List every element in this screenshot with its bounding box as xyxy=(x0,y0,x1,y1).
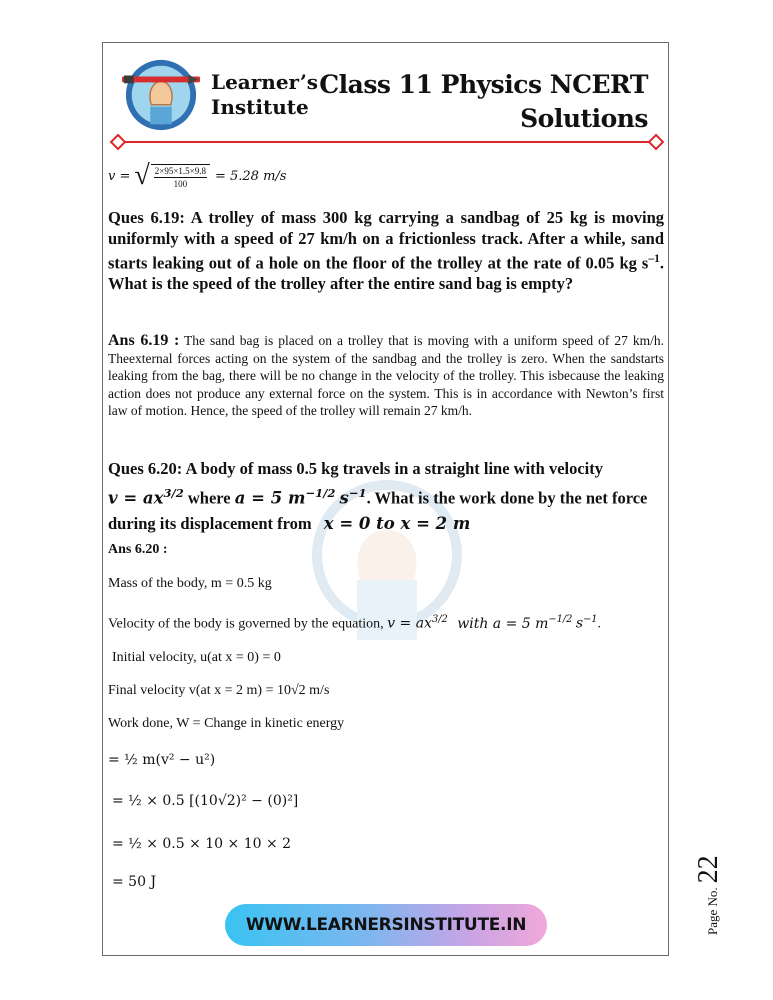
question-text-a: A trolley of mass 300 kg carrying a sandbag of 25 kg is moving uniformly with a speed of 27 km/h on a frictionless track. After a while, sand starts leaking out of a hole on the floor of the trolley at the rate of 0.05 kg s xyxy=(108,208,665,273)
formula-denominator: 100 xyxy=(173,178,188,189)
velocity-line-tail-exp: −1 xyxy=(583,614,598,625)
question-text-a: A body of mass 0.5 kg travels in a straight line with velocity xyxy=(185,459,604,478)
velocity-line-eq: v = ax xyxy=(387,615,432,632)
question-text-b: . What is the speed of the trolley after the entire sand bag is empty? xyxy=(108,253,664,293)
title-line-1: Class 11 Physics NCERT xyxy=(319,70,648,99)
answer-label: Ans 6.19 : xyxy=(108,332,180,349)
velocity-line-tail: s xyxy=(575,615,584,632)
brand-line-1: Learner’s xyxy=(211,70,319,94)
where-word: where xyxy=(187,488,231,508)
velocity-line-with: with a = 5 m xyxy=(457,615,549,632)
formula-lhs: v = xyxy=(108,168,131,184)
range-equation: x = 0 to x = 2 m xyxy=(323,513,471,533)
a-tail: s xyxy=(339,488,349,508)
a-tail-exponent: −1 xyxy=(348,486,367,500)
a-exponent: −1/2 xyxy=(305,486,336,500)
website-banner[interactable] xyxy=(225,904,547,946)
institute-logo-icon xyxy=(122,56,200,134)
work-step-1: = ½ m(v² − u²) xyxy=(108,752,216,768)
brand-name xyxy=(211,70,318,120)
work-step-3: = ½ × 0.5 × 10 × 10 × 2 xyxy=(112,836,292,852)
page-number-value: 22 xyxy=(693,855,724,884)
work-step-4: = 50 J xyxy=(112,874,157,890)
formula-rhs: = 5.28 m/s xyxy=(214,168,287,184)
work-step-2: = ½ × 0.5 [(10√2)² − (0)²] xyxy=(112,793,299,809)
velocity-line: Velocity of the body is governed by the equation, $v = ax^{3/2}$ with a = 5 $m^{-1/2}$ $s^{-1}$. xyxy=(108,614,602,632)
brand-line-2: Institute xyxy=(211,95,309,119)
question-text-b: . What is the work done by the net force during its displacement from xyxy=(108,488,648,533)
formula-numerator: 2×95×1.5×9.8 xyxy=(154,165,206,176)
header-divider xyxy=(108,132,666,152)
velocity-equation: v = ax xyxy=(108,488,164,508)
velocity-exponent: 3/2 xyxy=(163,486,184,500)
question-text-sup: –1 xyxy=(648,253,660,265)
question-6-20 xyxy=(108,456,664,536)
initial-velocity-line: Initial velocity, u(at x = 0) = 0 xyxy=(112,650,281,665)
formula-fraction xyxy=(151,164,210,189)
final-velocity-line: Final velocity v(at x = 2 m) = 10√2 m/s xyxy=(108,683,330,698)
title-line-2: Solutions xyxy=(520,104,648,133)
sqrt-icon: √ xyxy=(134,160,150,191)
page-label: Page No. xyxy=(705,887,720,935)
page-title xyxy=(319,68,648,136)
a-equation: a = 5 m xyxy=(234,488,306,508)
speed-formula xyxy=(108,162,286,190)
question-label: Ques 6.19: xyxy=(108,208,185,227)
answer-6-20-label: Ans 6.20 : xyxy=(108,542,168,557)
mass-line: Mass of the body, m = 0.5 kg xyxy=(108,576,272,591)
question-label: Ques 6.20: xyxy=(108,459,183,478)
page-number xyxy=(693,855,725,935)
velocity-line-text: Velocity of the body is governed by the equation, xyxy=(108,616,384,632)
answer-text: The sand bag is placed on a trolley that is moving with a uniform speed of 27 km/h. Theexternal forces acting on the system of the sandbag and the trolley is zero. When the sandstarts leaking from the bag, there will be no change in the velocity of the trolley. This isbecause the leaking action does not produce any external force on the system. This is in accordance with Newton’s first law of motion. Hence, the speed of the trolley will remain 27 km/h. xyxy=(108,333,664,418)
work-line: Work done, W = Change in kinetic energy xyxy=(108,716,345,731)
velocity-line-with-exp: −1/2 xyxy=(548,614,573,625)
velocity-line-exp: 3/2 xyxy=(431,614,448,625)
website-url[interactable]: WWW.LEARNERSINSTITUTE.IN xyxy=(245,915,527,935)
answer-6-19 xyxy=(108,332,664,420)
question-6-19 xyxy=(108,208,664,295)
